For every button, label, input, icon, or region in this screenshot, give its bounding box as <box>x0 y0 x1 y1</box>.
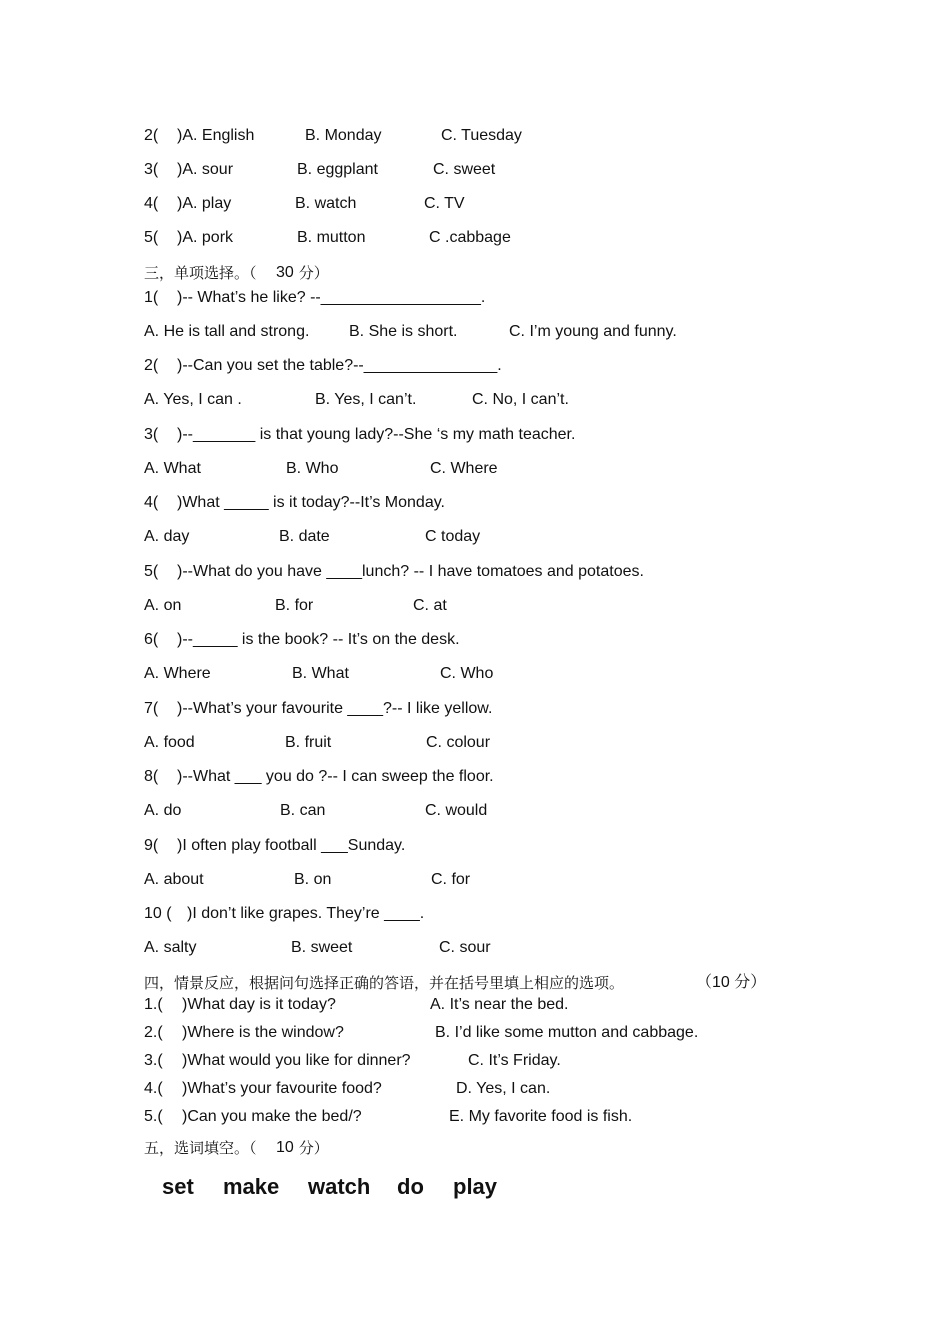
question-stem: )--Can you set the table?--_______________. <box>177 357 502 374</box>
item-number: 4( <box>144 195 159 212</box>
option-a: A. day <box>144 528 190 545</box>
option-a: )A. play <box>177 195 232 212</box>
option-a: A. do <box>144 802 182 819</box>
option-b: B. on <box>294 871 332 888</box>
question-stem: )--What’s your favourite ____?-- I like yellow. <box>177 700 493 717</box>
option-a: A. food <box>144 734 195 751</box>
item-number: 5( <box>144 229 159 246</box>
option-c: C. Where <box>430 460 498 477</box>
matching-question: )What would you like for dinner? <box>182 1052 411 1069</box>
question-number: 8( <box>144 768 159 785</box>
option-a: A. Yes, I can . <box>144 391 242 408</box>
word-bank-item: watch <box>308 1174 371 1199</box>
option-c: C. TV <box>424 195 465 212</box>
matching-answer: D. Yes, I can. <box>456 1080 551 1097</box>
option-a: A. salty <box>144 939 197 956</box>
item-number: 1.( <box>144 996 163 1013</box>
item-number: 2( <box>144 127 159 144</box>
word-bank <box>162 1174 498 1344</box>
option-c: C. for <box>431 871 471 888</box>
option-b: B. Yes, I can’t. <box>315 391 417 408</box>
section-5-title: 五，选词填空。（ <box>144 1139 257 1157</box>
option-a: A. What <box>144 460 201 477</box>
option-b: B. for <box>275 597 314 614</box>
question-number: 5( <box>144 563 159 580</box>
item-number: 3.( <box>144 1052 163 1069</box>
question-stem: )--_______ is that young lady?--She ‘s my math teacher. <box>177 426 576 443</box>
option-a: A. about <box>144 871 204 888</box>
section-4-title: 四，情景反应，根据问句选择正确的答语，并在括号里填上相应的选项。 <box>144 974 625 992</box>
question-stem: )--_____ is the book? -- It’s on the desk. <box>177 631 460 648</box>
option-a: )A. English <box>177 127 255 144</box>
option-b: B. sweet <box>291 939 353 956</box>
question-stem: )What _____ is it today?--It’s Monday. <box>177 494 445 511</box>
item-number: 4.( <box>144 1080 163 1097</box>
question-number: 10 ( <box>144 905 172 922</box>
question-stem: )-- What’s he like? --__________________. <box>177 289 486 306</box>
question-number: 1( <box>144 289 159 306</box>
question-number: 6( <box>144 631 159 648</box>
section-3-title-end: 分） <box>294 264 329 282</box>
question-stem: )--What ___ you do ?-- I can sweep the floor. <box>177 768 494 785</box>
option-a: A. on <box>144 597 182 614</box>
question-number: 9( <box>144 837 159 854</box>
section-4-points: （10 分） <box>696 974 767 991</box>
matching-answer: E. My favorite food is fish. <box>449 1108 633 1125</box>
option-c: C. at <box>413 597 447 614</box>
option-b: B. Monday <box>305 127 382 144</box>
option-c: C. Tuesday <box>441 127 522 144</box>
option-c: C. Who <box>440 665 494 682</box>
question-stem: )--What do you have ____lunch? -- I have tomatoes and potatoes. <box>177 563 644 580</box>
matching-question: )Can you make the bed/? <box>182 1108 362 1125</box>
option-c: C .cabbage <box>429 229 511 246</box>
question-stem: )I often play football ___Sunday. <box>177 837 406 854</box>
word-bank-item: do <box>397 1174 424 1199</box>
item-number: 5.( <box>144 1108 163 1125</box>
question-number: 2( <box>144 357 159 374</box>
option-c: C. colour <box>426 734 491 751</box>
item-number: 2.( <box>144 1024 163 1041</box>
question-number: 7( <box>144 700 159 717</box>
question-stem: )I don’t like grapes. They’re ____. <box>187 905 425 922</box>
option-b: B. date <box>279 528 330 545</box>
option-c: C. I’m young and funny. <box>509 323 677 340</box>
option-a: )A. pork <box>177 229 234 246</box>
option-b: B. fruit <box>285 734 332 751</box>
section-5-title-end: 分） <box>294 1139 329 1157</box>
word-bank-item: make <box>223 1174 280 1199</box>
option-c: C. No, I can’t. <box>472 391 569 408</box>
option-c: C today <box>425 528 481 545</box>
matching-answer: B. I’d like some mutton and cabbage. <box>435 1024 699 1041</box>
matching-answer: C. It’s Friday. <box>468 1052 561 1069</box>
option-a: A. He is tall and strong. <box>144 323 310 340</box>
word-bank-item: play <box>453 1174 498 1199</box>
option-c: C. sour <box>439 939 491 956</box>
item-number: 3( <box>144 161 159 178</box>
question-number: 3( <box>144 426 159 443</box>
option-c: C. sweet <box>433 161 496 178</box>
option-a: A. Where <box>144 665 211 682</box>
section-3-points: 30 <box>276 264 294 281</box>
section-3-title: 三，单项选择。（ <box>144 264 257 282</box>
word-bank-item: set <box>162 1174 194 1199</box>
option-b: B. What <box>292 665 349 682</box>
section-5-points: 10 <box>276 1139 294 1156</box>
option-b: B. Who <box>286 460 339 477</box>
option-b: B. watch <box>295 195 357 212</box>
matching-question: )What day is it today? <box>182 996 336 1013</box>
option-b: B. mutton <box>297 229 366 246</box>
option-b: B. eggplant <box>297 161 378 178</box>
matching-answer: A. It’s near the bed. <box>430 996 569 1013</box>
question-number: 4( <box>144 494 159 511</box>
matching-question: )Where is the window? <box>182 1024 344 1041</box>
option-b: B. She is short. <box>349 323 458 340</box>
option-b: B. can <box>280 802 326 819</box>
option-c: C. would <box>425 802 488 819</box>
option-a: )A. sour <box>177 161 234 178</box>
matching-question: )What’s your favourite food? <box>182 1080 382 1097</box>
